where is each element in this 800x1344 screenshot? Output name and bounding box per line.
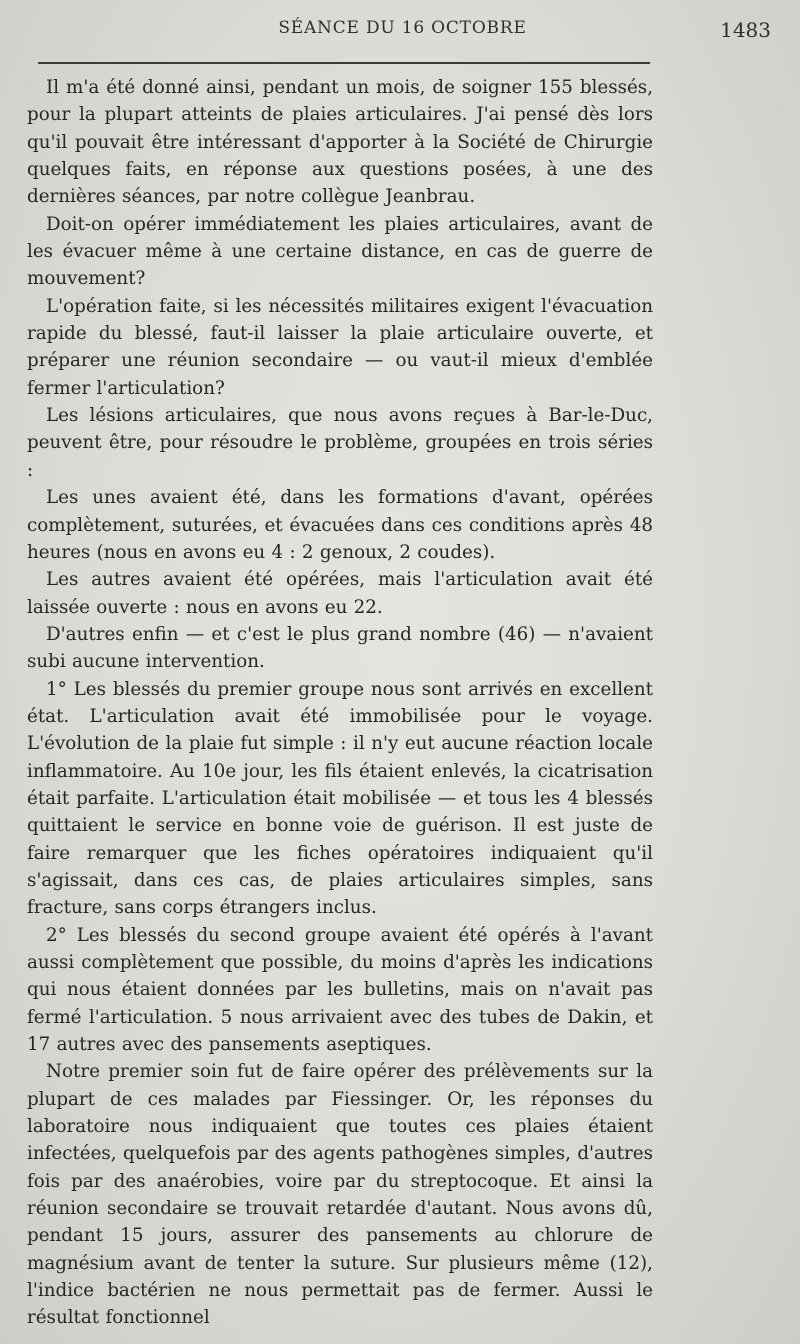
paragraph: 2° Les blessés du second groupe avaient été opérés à l'avant aussi complètement que possible, du moins d'après les indications qui nous étaient données par les bulletins, mais on n'avait pas fermé l'articulation. 5 nous arrivaient avec des tubes de Dakin, et 17 autres avec des pansements aseptiques.	[27, 924, 653, 1056]
page-number: 1483	[720, 18, 771, 42]
paragraph: Doit-on opérer immédiatement les plaies articulaires, avant de les évacuer même à une certaine distance, en cas de guerre de mouvement?	[27, 213, 653, 290]
paragraph: Il m'a été donné ainsi, pendant un mois, de soigner 155 blessés, pour la plupart atteints de plaies articulaires. J'ai pensé dès lors qu'il pouvait être intéressant d'apporter à la Société de Chirurgie quelques faits, en réponse aux questions posées, à une des dernières séances, par notre collègue Jeanbrau.	[27, 77, 653, 208]
paragraph: Les autres avaient été opérées, mais l'articulation avait été laissée ouverte : nous en avons eu 22.	[27, 569, 653, 618]
header-rule	[38, 62, 650, 64]
paragraph: L'opération faite, si les nécessités militaires exigent l'évacuation rapide du blessé, faut-il laisser la plaie articulaire ouverte, et préparer une réunion secondaire — ou vaut-il mieux d'emblée fermer l'articulation?	[27, 295, 653, 399]
paragraph: Les unes avaient été, dans les formations d'avant, opérées complètement, suturées, et évacuées dans ces conditions après 48 heures (nous en avons eu 4 : 2 genoux, 2 coudes).	[27, 487, 653, 563]
paragraph: D'autres enfin — et c'est le plus grand nombre (46) — n'avaient subi aucune intervention.	[27, 623, 653, 673]
running-head	[30, 18, 775, 46]
paragraph: 1° Les blessés du premier groupe nous sont arrivés en excellent état. L'articulation avait été immobilisée pour le voyage. L'évolution de la plaie fut simple : il n'y eut aucune réaction locale inflammatoire. Au 10e jour, les fils étaient enlevés, la cicatrisation était parfaite. L'articulation était mobilisée — et tous les 4 blessés quittaient le service en bonne voie de guérison. Il est juste de faire remarquer que les fiches opératoires indiquaient qu'il s'agissait, dans ces cas, de plaies articulaires simples, sans fracture, sans corps étrangers inclus.	[27, 678, 653, 919]
paragraph: Notre premier soin fut de faire opérer des prélèvements sur la plupart de ces malades par Fiessinger. Or, les réponses du laboratoire nous indiquaient que toutes ces plaies étaient infectées, quelquefois par des agents pathogènes simples, d'autres fois par des anaérobies, voire par du streptocoque. Et ainsi la réunion secondaire se trouvait retardée d'autant. Nous avons dû, pendant 15 jours, assurer des pansements au chlorure de magnésium avant de tenter la suture. Sur plusieurs même (12), l'indice bactérien ne nous permettait pas de fermer. Aussi le résultat fonctionnel	[27, 1061, 653, 1329]
body-text	[27, 74, 653, 1332]
running-title: SÉANCE DU 16 OCTOBRE	[278, 18, 527, 38]
paragraph: Les lésions articulaires, que nous avons reçues à Bar-le-Duc, peuvent être, pour résoudre le problème, groupées en trois séries :	[27, 405, 653, 481]
